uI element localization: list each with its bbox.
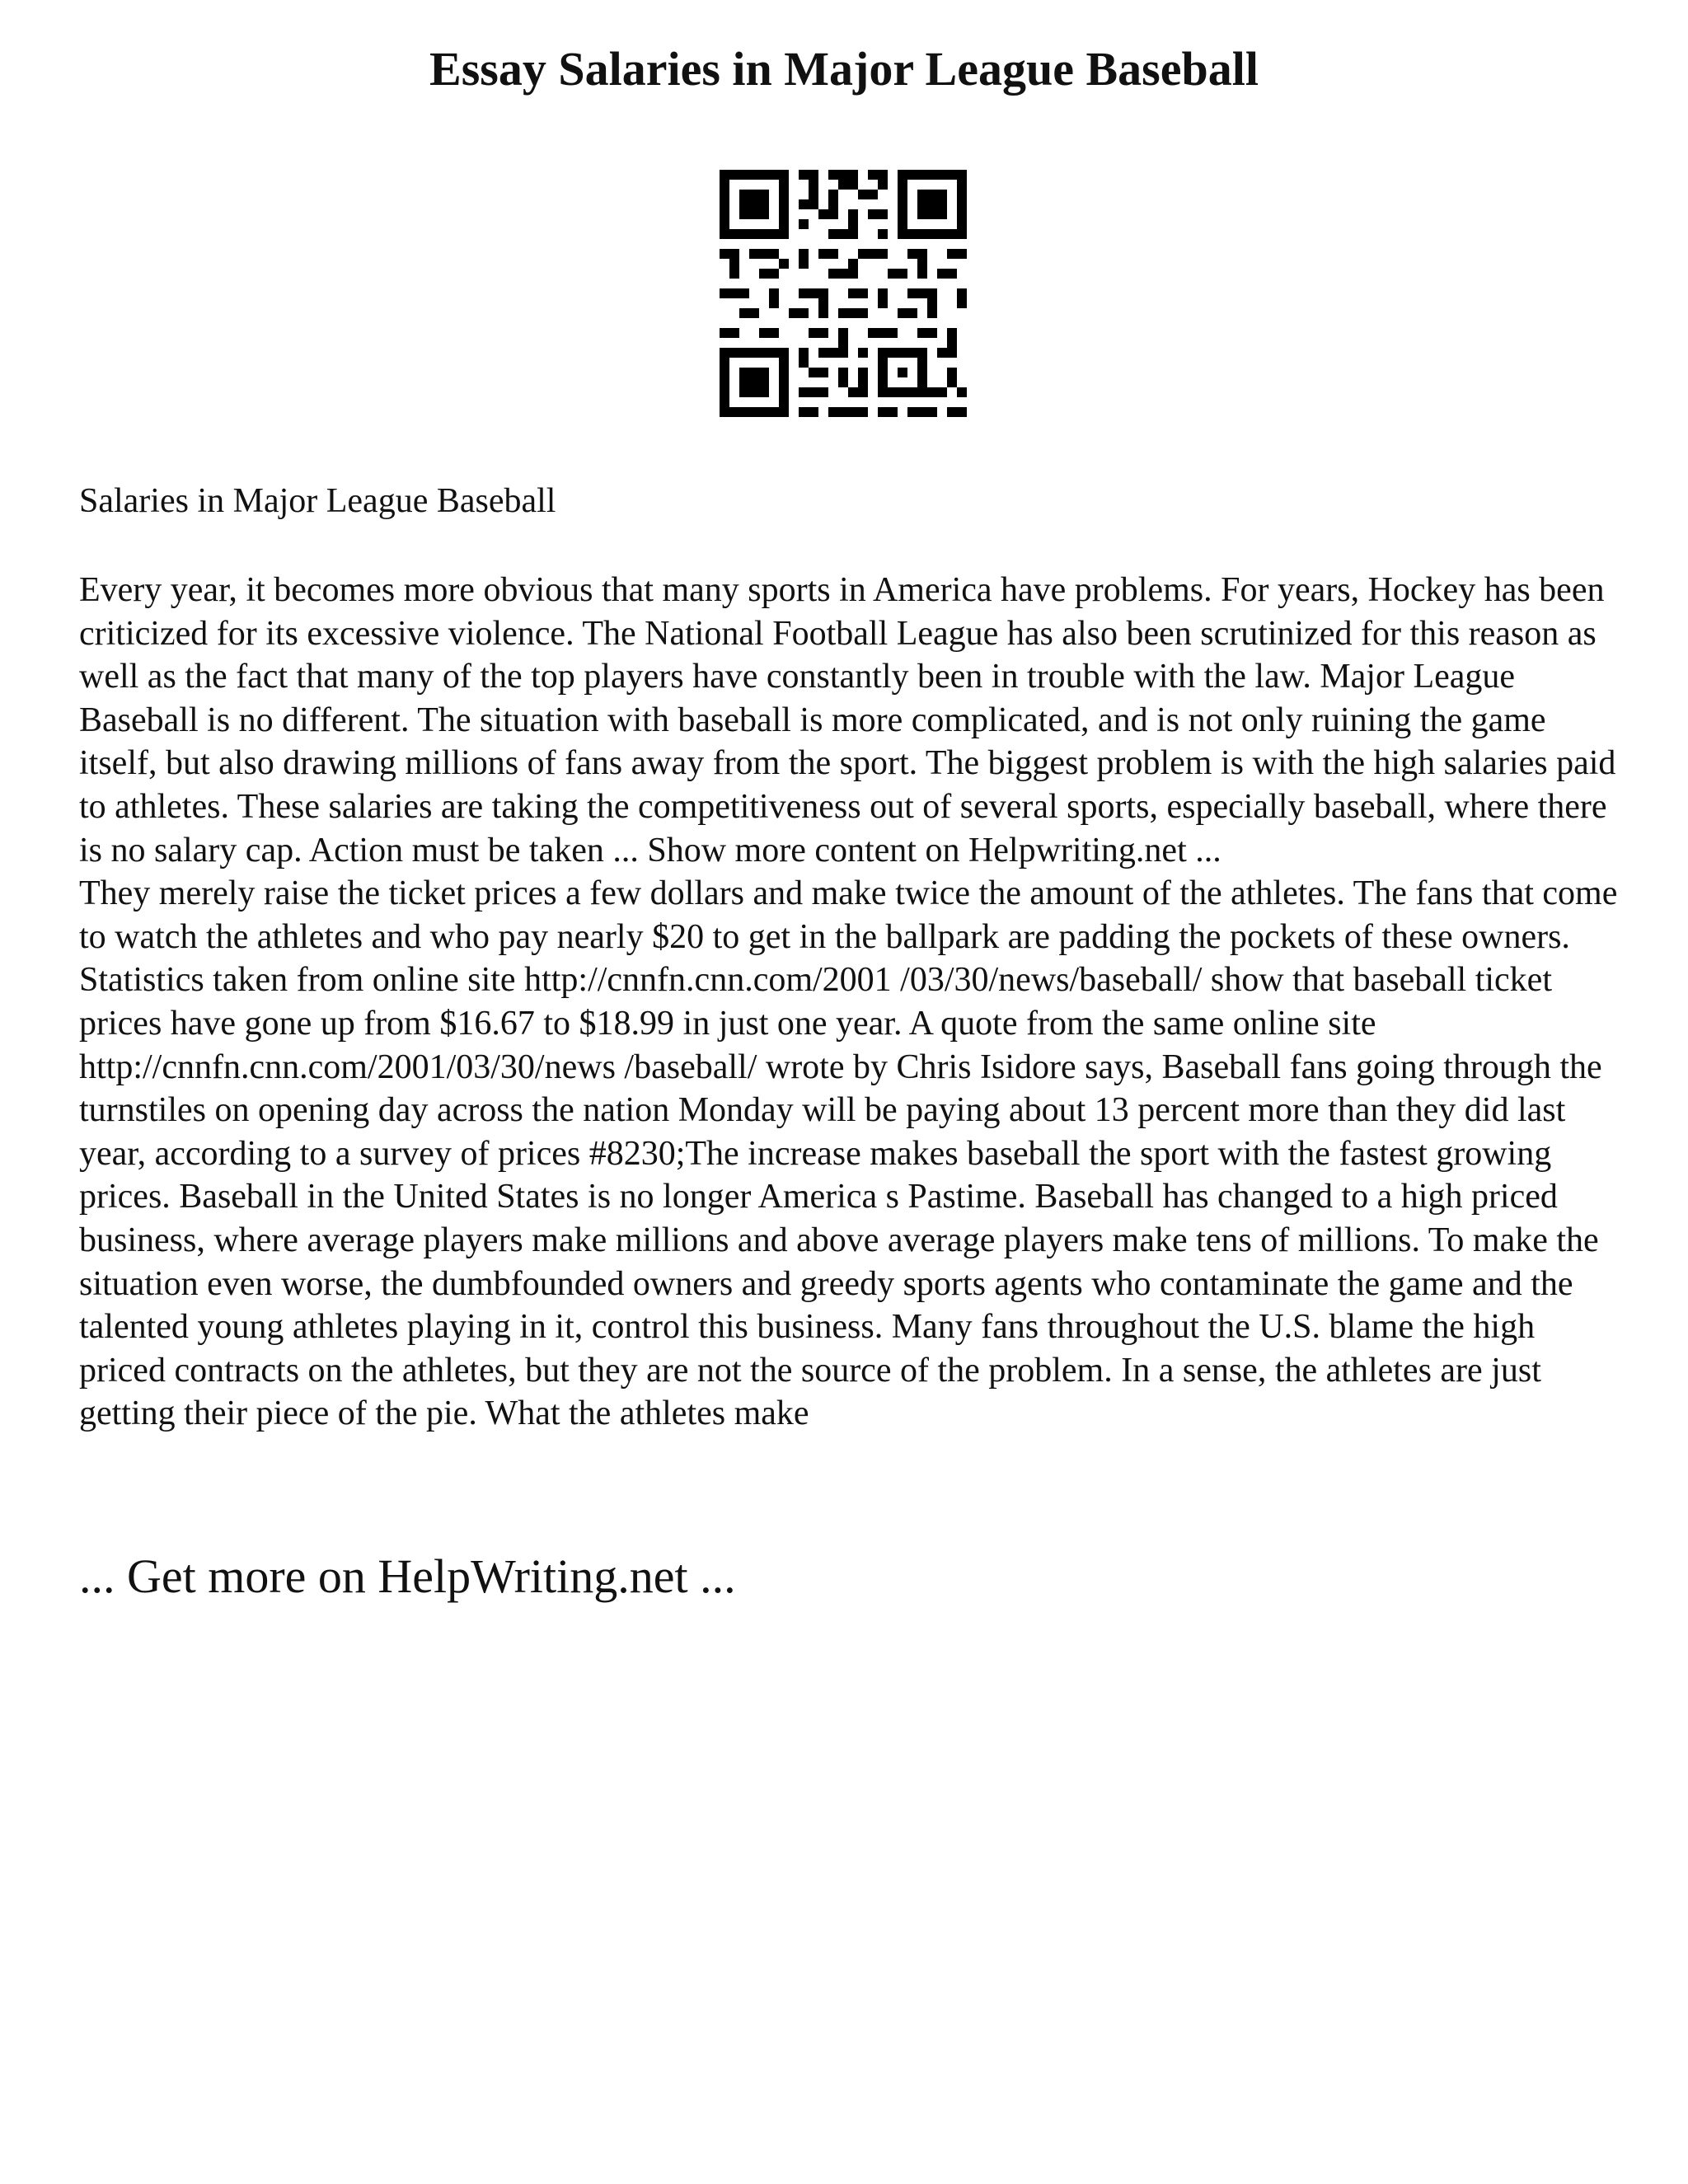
get-more-link[interactable]: ... Get more on HelpWriting.net ... (79, 1549, 736, 1603)
essay-subtitle: Salaries in Major League Baseball (79, 482, 556, 520)
page-title: Essay Salaries in Major League Baseball (429, 42, 1259, 96)
qr-code (720, 170, 967, 417)
qr-finder-top-left (720, 170, 789, 239)
essay-body (79, 569, 1629, 1436)
qr-alignment-pattern (888, 358, 917, 387)
paragraph: Every year, it becomes more obvious that many sports in America have problems. For years, Hockey has been criticized for its excessive violence. The National Football League has also been scrutinized for this reason as well as the fact that many of the top players have constantly been in trouble with the law. Major League Baseball is no different. The situation with baseball is more complicated, and is not only ruining the game itself, but also drawing millions of fans away from the sport. The biggest problem is with the high salaries paid to athletes. These salaries are taking the competitiveness out of several sports, especially baseball, where there is no salary cap. Action must be taken ... Show more content on Helpwriting.net ... (79, 571, 1616, 869)
qr-finder-top-right (898, 170, 967, 239)
paragraph: They merely raise the ticket prices a few dollars and make twice the amount of the athletes. The fans that come to watch the athletes and who pay nearly $20 to get in the ballpark are padding the pockets of these owners. Statistics taken from online site http://cnnfn.cnn.com/2001 /03/30/news/baseball/ show that baseball ticket prices have gone up from $16.67 to $18.99 in just one year. A quote from the same online site http://cnnfn.cnn.com/2001/03/30/news /baseball/ wrote by Chris Isidore says, Baseball fans going through the turnstiles on opening day across the nation Monday will be paying about 13 percent more than they did last year, according to a survey of prices #8230;The increase makes baseball the sport with the fastest growing prices. Baseball in the United States is no longer America s Pastime. Baseball has changed to a high priced business, where average players make millions and above average players make tens of millions. To make the situation even worse, the dumbfounded owners and greedy sports agents who contaminate the game and the talented young athletes playing in it, control this business. Many fans throughout the U.S. blame the high priced contracts on the athletes, but they are not the source of the problem. In a sense, the athletes are just getting their piece of the pie. What the athletes make (79, 874, 1618, 1433)
qr-finder-bottom-left (720, 348, 789, 417)
